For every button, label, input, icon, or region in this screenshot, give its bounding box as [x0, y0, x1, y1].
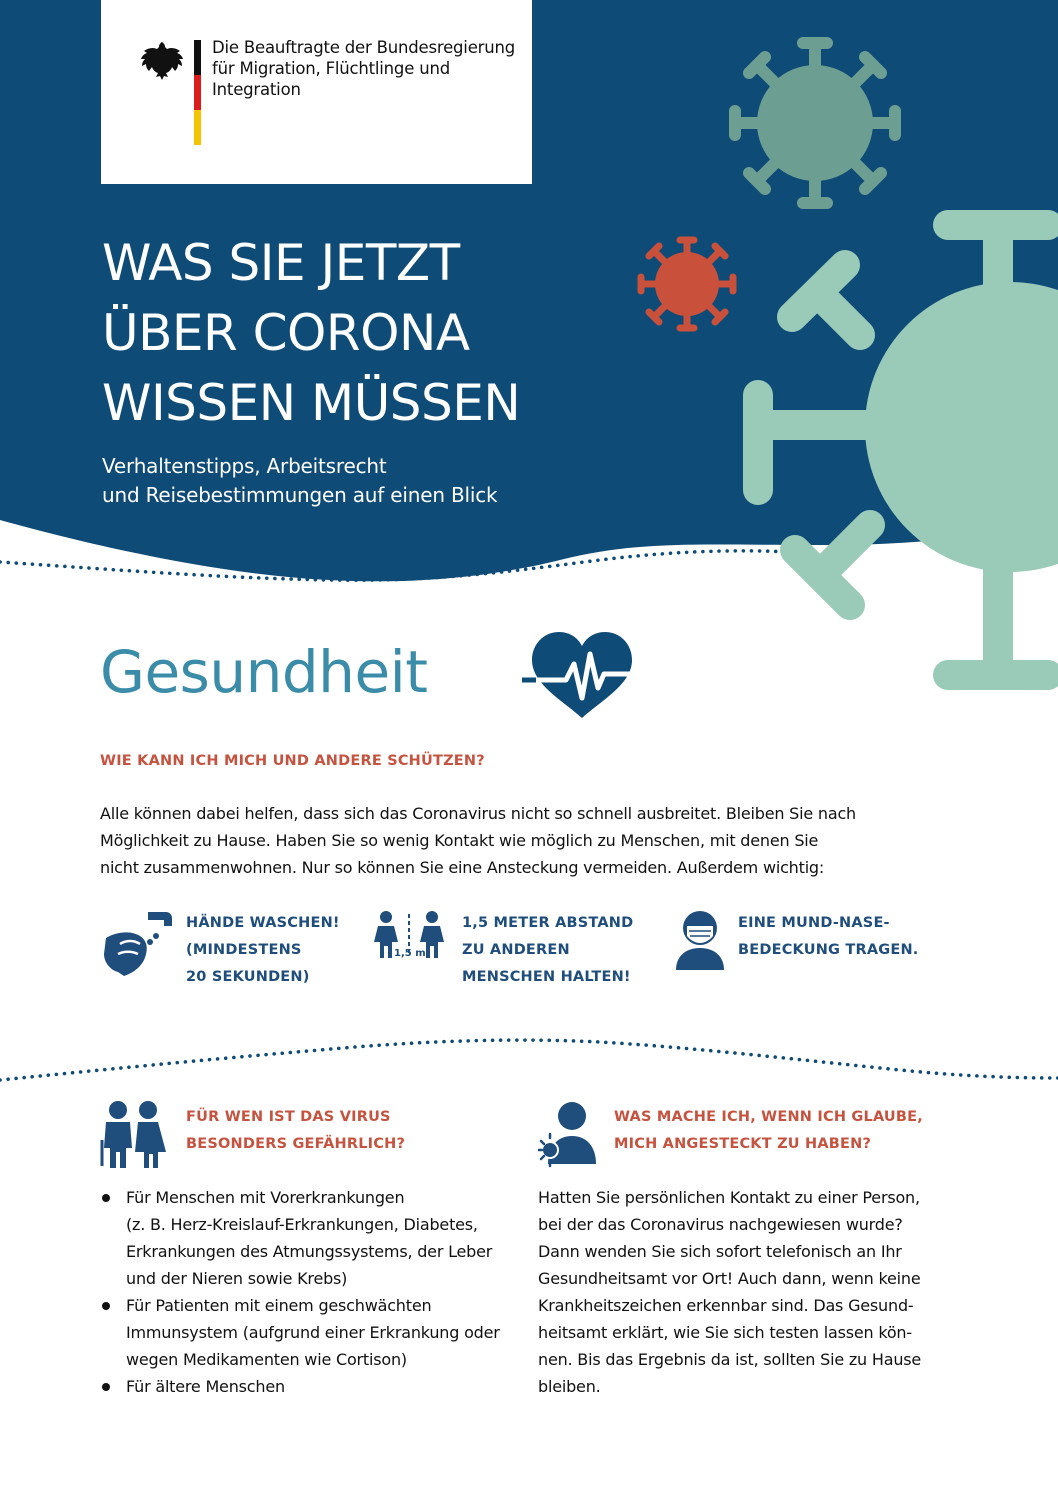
paragraph-line: Krankheitszeichen erkennbar sind. Das Gesund-: [538, 1296, 914, 1315]
paragraph-line: Dann wenden Sie sich sofort telefonisch an Ihr: [538, 1242, 902, 1261]
logo-line: Integration: [212, 80, 301, 99]
distance-icon: [374, 910, 452, 970]
tip-line: (MINDESTENS: [186, 942, 302, 958]
paragraph-line: bei der das Coronavirus nachgewiesen wurde?: [538, 1215, 903, 1234]
bullet-icon: [102, 1383, 110, 1391]
list-item-line: (z. B. Herz-Kreislauf-Erkrankungen, Diabetes,: [126, 1215, 478, 1234]
federal-eagle-icon: [140, 36, 188, 84]
page-title: [102, 228, 520, 438]
heart-pulse-icon: [522, 628, 642, 720]
heading-line: BESONDERS GEFÄHRLICH?: [186, 1136, 406, 1152]
tip-line: BEDECKUNG TRAGEN.: [738, 942, 919, 958]
paragraph-line: Gesundheitsamt vor Ort! Auch dann, wenn keine: [538, 1269, 921, 1288]
list-item: [100, 1292, 500, 1373]
list-item-line: Für ältere Menschen: [126, 1377, 285, 1396]
title-line: WAS SIE JETZT: [102, 234, 460, 292]
list-item-line: Erkrankungen des Atmungssystems, der Leber: [126, 1242, 493, 1261]
tip-hand-washing: [186, 910, 340, 991]
heading-line: WAS MACHE ICH, WENN ICH GLAUBE,: [614, 1109, 923, 1125]
tip-line: ZU ANDEREN: [462, 942, 570, 958]
logo-line: Die Beauftragte der Bundesregierung: [212, 38, 516, 57]
paragraph-line: Hatten Sie persönlichen Kontakt zu einer Person,: [538, 1188, 920, 1207]
title-line: WISSEN MÜSSEN: [102, 374, 521, 432]
list-item-line: wegen Medikamenten wie Cortison): [126, 1350, 407, 1369]
title-line: ÜBER CORONA: [102, 304, 470, 362]
bullet-icon: [102, 1302, 110, 1310]
risk-group-list: [100, 1184, 500, 1400]
paragraph-line: nen. Bis das Ergebnis da ist, sollten Sie zu Hause: [538, 1350, 922, 1369]
tip-line: HÄNDE WASCHEN!: [186, 915, 340, 931]
virus-icon-mint: [740, 205, 1058, 700]
intro-line: nicht zusammenwohnen. Nur so können Sie eine Ansteckung vermeiden. Außerdem wichtig:: [100, 858, 825, 877]
paragraph-line: heitsamt erklärt, wie Sie sich testen lassen kön-: [538, 1323, 912, 1342]
intro-line: Möglichkeit zu Hause. Haben Sie so wenig Kontakt wie möglich zu Menschen, mit denen Sie: [100, 831, 819, 850]
logo-text: [212, 37, 522, 100]
heading-line: MICH ANGESTECKT ZU HABEN?: [614, 1136, 872, 1152]
tip-line: 1,5 METER ABSTAND: [462, 915, 634, 931]
dotted-wave-middle: [0, 1020, 1058, 1100]
virus-icon-green: [720, 28, 910, 218]
paragraph-line: bleiben.: [538, 1377, 601, 1396]
list-item-line: und der Nieren sowie Krebs): [126, 1269, 348, 1288]
hand-washing-icon: [100, 908, 176, 980]
heading-line: FÜR WEN IST DAS VIRUS: [186, 1109, 391, 1125]
subtitle-line: Verhaltenstipps, Arbeitsrecht: [102, 454, 387, 478]
heading-suspected-infection: [614, 1104, 923, 1158]
subtitle-line: und Reisebestimmungen auf einen Blick: [102, 483, 498, 507]
tip-line: MENSCHEN HALTEN!: [462, 969, 631, 985]
suspected-infection-paragraph: [538, 1184, 921, 1400]
list-item: [100, 1184, 500, 1292]
elderly-couple-icon: [98, 1100, 168, 1168]
page-subtitle: [102, 452, 497, 510]
list-item-line: Für Menschen mit Vorerkrankungen: [126, 1188, 405, 1207]
mask-icon: [674, 908, 726, 970]
tip-line: EINE MUND-NASE-: [738, 915, 890, 931]
bullet-icon: [102, 1194, 110, 1202]
logo-line: für Migration, Flüchtlinge und: [212, 59, 450, 78]
list-item-line: Für Patienten mit einem geschwächten: [126, 1296, 432, 1315]
list-item-line: Immunsystem (aufgrund einer Erkrankung oder: [126, 1323, 500, 1342]
distance-label: 1,5 m: [394, 948, 426, 959]
intro-paragraph: [100, 800, 856, 881]
german-flag-bar: [194, 40, 201, 146]
list-item: [100, 1373, 500, 1400]
heading-protect: WIE KANN ICH MICH UND ANDERE SCHÜTZEN?: [100, 753, 485, 769]
tip-mask: [738, 910, 919, 964]
tip-distance: [462, 910, 633, 991]
section-title-health: Gesundheit: [100, 638, 428, 706]
virus-icon-red: [632, 232, 742, 336]
tip-line: 20 SEKUNDEN): [186, 969, 310, 985]
person-virus-icon: [538, 1100, 604, 1168]
heading-risk-groups: [186, 1104, 405, 1158]
intro-line: Alle können dabei helfen, dass sich das Coronavirus nicht so schnell ausbreitet. Bleiben Sie nach: [100, 804, 856, 823]
